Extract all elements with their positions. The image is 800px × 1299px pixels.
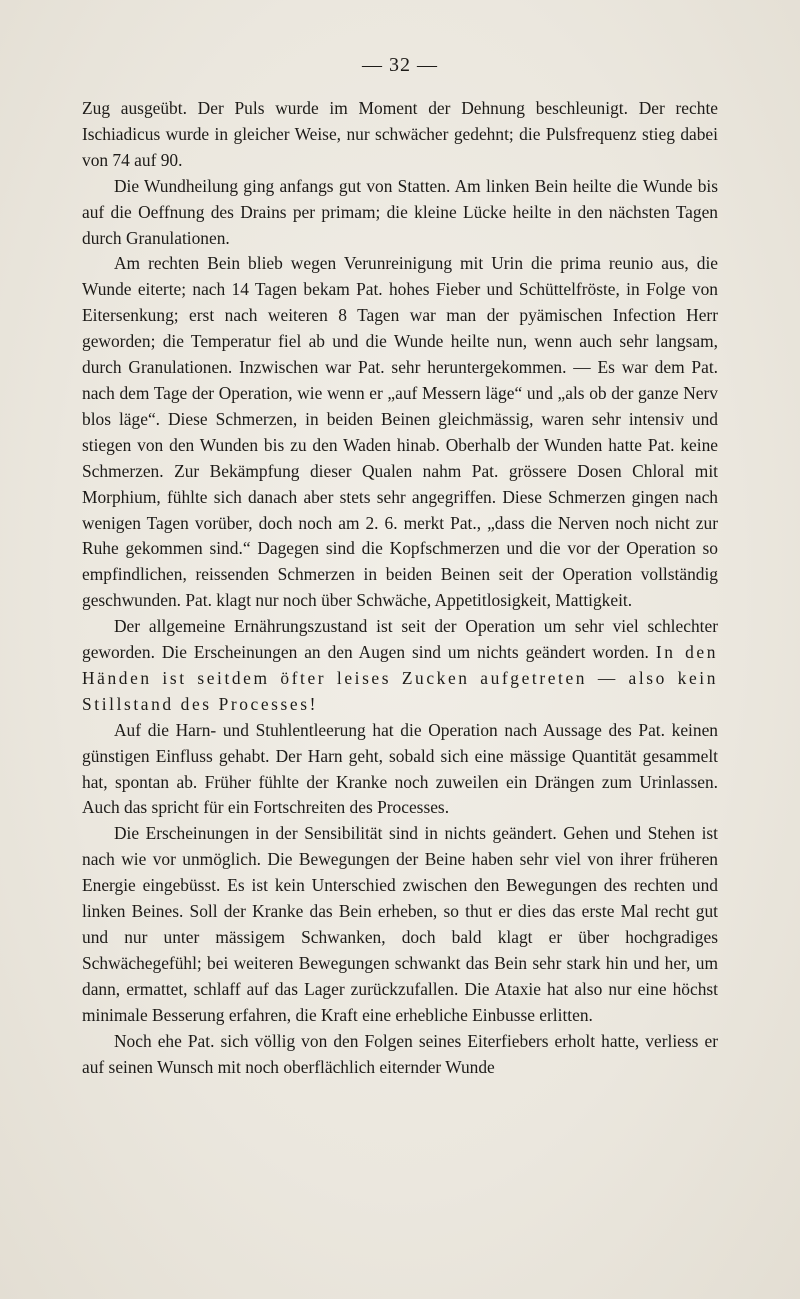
paragraph: Die Wundheilung ging anfangs gut von Statten. Am linken Bein heilte die Wunde bis auf die Oeffnung des Drains per primam; die kleine Lücke heilte in den nächsten Tagen durch Granulationen. xyxy=(82,175,718,248)
paragraph xyxy=(82,614,718,718)
paragraph: Zug ausgeübt. Der Puls wurde im Moment der Dehnung beschleunigt. Der rechte Ischiadicus wurde in gleicher Weise, nur schwächer gedehnt; die Pulsfrequenz stieg dabei von 74 auf 90. xyxy=(82,98,718,170)
paragraph: Auf die Harn- und Stuhlentleerung hat die Operation nach Aussage des Pat. keinen günstigen Einfluss gehabt. Der Harn geht, sobald sich eine mässige Quantität gesammelt hat, spontan ab. Früher fühlte der Kranke noch zuweilen ein Drängen zum Urinlassen. Auch das spricht für ein Fortschreiten des Processes. xyxy=(82,719,718,818)
page-number: — 32 — xyxy=(362,54,438,76)
paragraph: Am rechten Bein blieb wegen Verunreinigung mit Urin die prima reunio aus, die Wunde eiterte; nach 14 Tagen bekam Pat. hohes Fieber und Schüttelfröste, in Folge von Eitersenkung; erst nach weiteren 8 Tagen war man der pyämischen Infection Herr geworden; die Temperatur fiel ab und die Wunde heilte nun, wenn auch sehr langsam, durch Granulationen. Inzwischen war Pat. sehr heruntergekommen. — Es war dem Pat. nach dem Tage der Operation, wie wenn er „auf Messern läge“ und „als ob der ganze Nerv blos läge“. Diese Schmerzen, in beiden Beinen gleichmässig, waren sehr intensiv und stiegen von den Wunden bis zu den Waden hinab. Oberhalb der Wunden hatte Pat. keine Schmerzen. Zur Bekämpfung dieser Qualen nahm Pat. grössere Dosen Chloral mit Morphium, fühlte sich danach aber stets sehr angegriffen. Diese Schmerzen gingen nach wenigen Tagen vorüber, doch noch am 2. 6. merkt Pat., „dass die Nerven noch nicht zur Ruhe gekommen sind.“ Dagegen sind die Kopfschmerzen und die vor der Operation so empfindlichen, reissenden Schmerzen in beiden Beinen seit der Operation vollständig geschwunden. Pat. klagt nur noch über Schwäche, Appetitlosigkeit, Mattigkeit. xyxy=(82,253,718,611)
body-text xyxy=(82,96,718,1080)
paragraph: Die Erscheinungen in der Sensibilität sind in nichts geändert. Gehen und Stehen ist nach wie vor unmöglich. Die Bewegungen der Beine haben sehr viel von ihrer früheren Energie eingebüsst. Es ist kein Unterschied zwischen den Bewegungen des rechten und linken Beines. Soll der Kranke das Bein erheben, so thut er dies das erste Mal recht gut und nur unter mässigem Schwanken, doch bald klagt er über hochgradiges Schwächegefühl; bei weiteren Bewegungen schwankt das Bein sehr stark hin und her, um dann, ermattet, schlaff auf das Lager zurückzufallen. Die Ataxie hat also nur eine höchst minimale Besserung erfahren, die Kraft eine erhebliche Einbusse erlitten. xyxy=(82,823,718,1025)
emphasized-text: In den Händen ist seitdem öfter leises Zucken aufgetreten — also kein Stillstand des Processes! xyxy=(82,642,718,714)
paragraph: Noch ehe Pat. sich völlig von den Folgen seines Eiterfiebers erholt hatte, verliess er auf seinen Wunsch mit noch oberflächlich eiternder Wunde xyxy=(82,1030,718,1077)
paragraph-text: Der allgemeine Ernährungszustand ist seit der Operation um sehr viel schlechter geworden. Die Erscheinungen an den Augen sind um nichts geändert worden. xyxy=(82,616,718,663)
